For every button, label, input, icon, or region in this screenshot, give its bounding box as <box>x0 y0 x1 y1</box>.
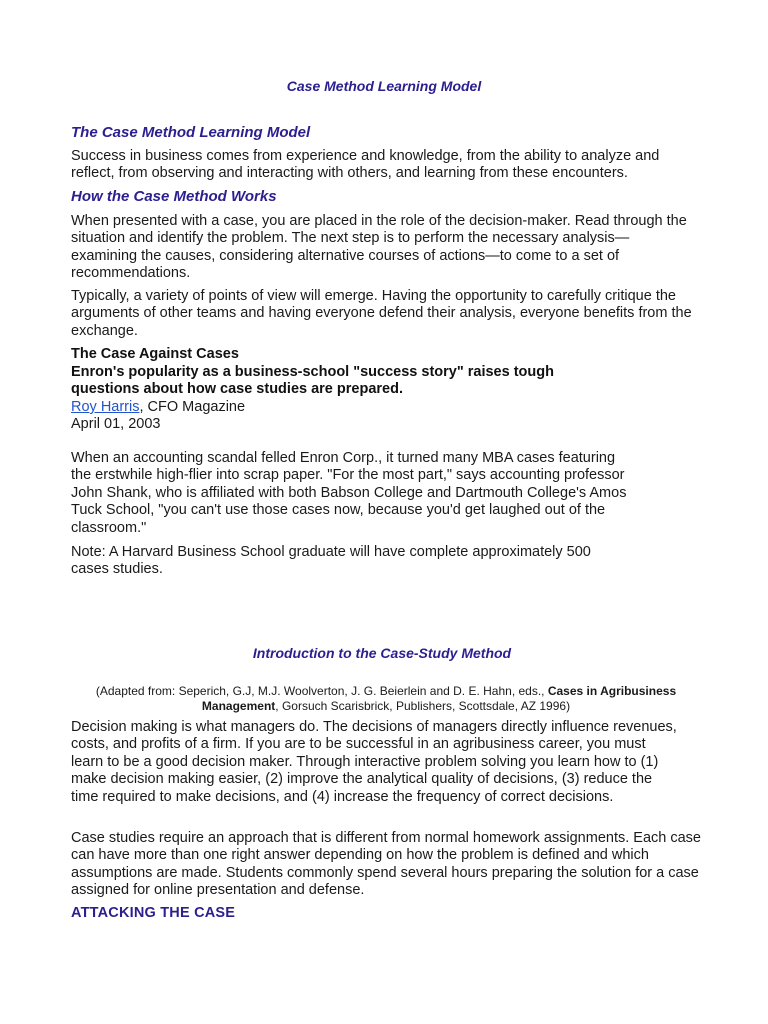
intro-paragraph-case-studies: Case studies require an approach that is different from normal homework assignments. Each case can have more than one right answer depending on how the problem is defined and which assumptions are made. Students commonly spend several hours preparing the solution for a case assigned for online presentation and defense. <box>71 830 701 899</box>
citation-suffix: , Gorsuch Scarisbrick, Publishers, Scottsdale, AZ 1996) <box>275 699 571 713</box>
author-link[interactable]: Roy Harris <box>71 399 140 415</box>
section-heading-how-case-method-works: How the Case Method Works <box>71 188 277 205</box>
article-source: , CFO Magazine <box>139 399 246 415</box>
attacking-case-heading: ATTACKING THE CASE <box>71 905 236 921</box>
article-byline <box>71 399 631 416</box>
article-note: Note: A Harvard Business School graduate will have complete approximately 500 cases studies. <box>71 544 591 578</box>
article-body: When an accounting scandal felled Enron Corp., it turned many MBA cases featuring the erstwhile high-flier into scrap paper. "For the most part," says accounting professor John Shank, who is affiliated with both Babson College and Dartmouth College's Amos Tuck School, "you can't use those cases now, because you'd get laughed out of the classroom." <box>71 450 627 536</box>
intro-adapted-citation <box>76 684 696 714</box>
section-paragraph-decision-maker: When presented with a case, you are placed in the role of the decision-maker. Read through the situation and identify the problem. The next step is to perform the necessary analysis—examining the causes, considering alternative courses of actions—to come to a set of recommendations. <box>71 213 687 282</box>
page-title: Case Method Learning Model <box>286 78 482 94</box>
section-paragraph-points-of-view: Typically, a variety of points of view will emerge. Having the opportunity to carefully critique the arguments of other teams and having everyone defend their analysis, everyone benefits from the exchange. <box>71 288 692 339</box>
article-title: The Case Against Cases <box>71 346 239 362</box>
section-paragraph-success: Success in business comes from experience and knowledge, from the ability to analyze and reflect, from observing and interacting with others, and learning from these encounters. <box>71 148 660 182</box>
section-heading-case-method-model: The Case Method Learning Model <box>71 124 311 141</box>
intro-heading: Introduction to the Case-Study Method <box>252 645 512 661</box>
article-subtitle: Enron's popularity as a business-school "success story" raises tough questions about how case studies are prepared. <box>71 364 554 398</box>
citation-prefix: (Adapted from: Seperich, G.J, M.J. Woolverton, J. G. Beierlein and D. E. Hahn, eds., <box>95 684 548 698</box>
article-date: April 01, 2003 <box>71 416 161 432</box>
intro-paragraph-decision-making: Decision making is what managers do. The decisions of managers directly influence revenues, costs, and profits of a firm. If you are to be successful in an agribusiness career, you must learn to be a good decision maker. Through interactive problem solving you learn how to (1) make decision making easier, (2) improve the analytical quality of decisions, (3) reduce the time required to make decisions, and (4) increase the frequency of correct decisions. <box>71 719 677 805</box>
citation-book-title: Cases in Agribusiness Management <box>201 684 677 713</box>
